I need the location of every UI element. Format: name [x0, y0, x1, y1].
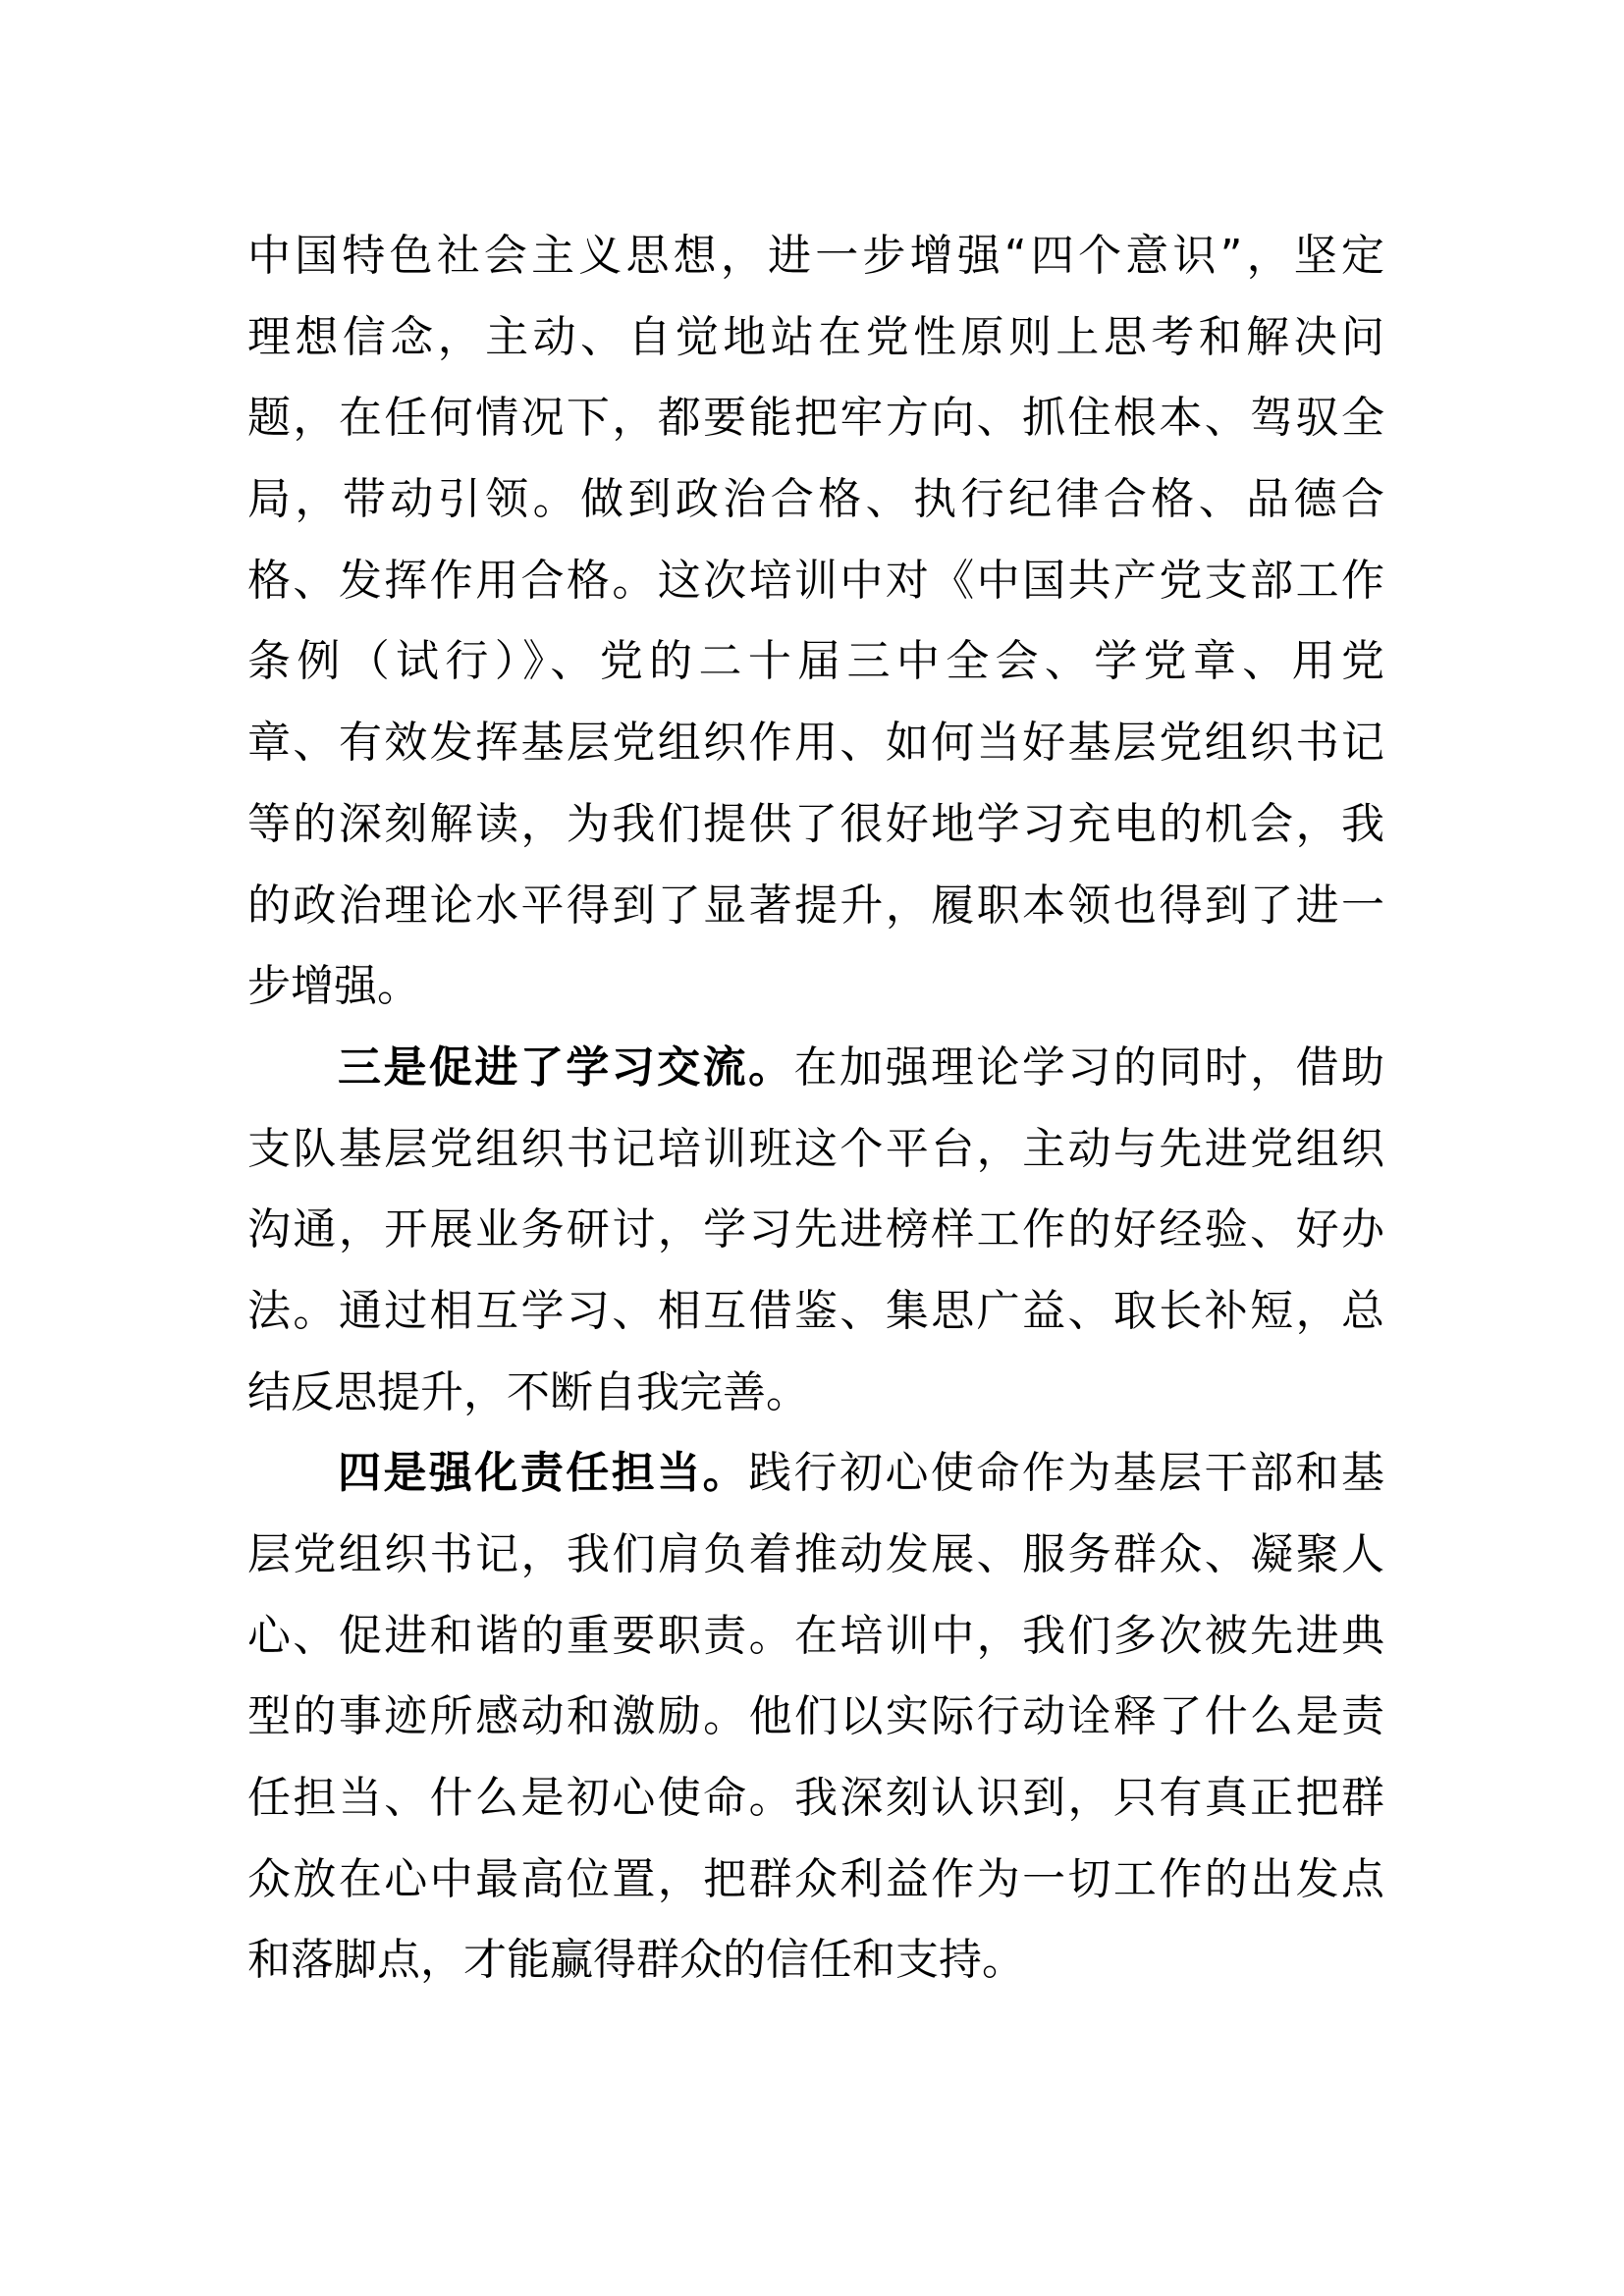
line-text: 型的事迹所感动和激励。他们以实际行动诠释了什么是责 — [247, 1691, 1384, 1742]
text-line — [247, 1353, 1384, 1434]
text-line — [247, 1596, 1384, 1678]
text-line — [247, 378, 1384, 459]
text-line — [247, 1028, 1384, 1109]
line-text: 层党组织书记，我们肩负着推动发展、服务群众、凝聚人 — [247, 1529, 1384, 1579]
line-text: 格、发挥作用合格。这次培训中对《中国共产党支部工作 — [247, 555, 1384, 606]
line-text: 心、促进和谐的重要职责。在培训中，我们多次被先进典 — [247, 1610, 1384, 1661]
text-line — [247, 297, 1384, 379]
paragraph-heading: 四是强化责任担当。 — [338, 1448, 749, 1499]
text-line — [247, 216, 1384, 297]
text-line — [247, 1190, 1384, 1271]
text-line — [247, 784, 1384, 866]
text-line — [247, 946, 1384, 1028]
paragraph-heading: 三是促进了学习交流。 — [338, 1041, 794, 1093]
paragraph — [247, 216, 1384, 1028]
line-text: 任担当、什么是初心使命。我深刻认识到，只有真正把群 — [247, 1773, 1384, 1824]
line-text: 章、有效发挥基层党组织作用、如何当好基层党组织书记 — [247, 718, 1384, 769]
line-text: 题，在任何情况下，都要能把牢方向、抓住根本、驾驭全 — [247, 393, 1384, 444]
paragraph — [247, 1433, 1384, 2002]
text-line — [247, 541, 1384, 622]
line-text: 结反思提升，不断自我完善。 — [247, 1366, 809, 1417]
text-line — [247, 1920, 1384, 2002]
line-text: 支队基层党组织书记培训班这个平台，主动与先进党组织 — [247, 1123, 1384, 1174]
line-text: 法。通过相互学习、相互借鉴、集思广益、取长补短，总 — [247, 1285, 1384, 1336]
text-line — [247, 1758, 1384, 1840]
text-line — [247, 866, 1384, 947]
text-line — [247, 1271, 1384, 1353]
text-line — [247, 703, 1384, 784]
line-text: 理想信念，主动、自觉地站在党性原则上思考和解决问 — [247, 311, 1384, 362]
line-text: 沟通，开展业务研讨，学习先进榜样工作的好经验、好办 — [247, 1204, 1384, 1255]
text-line — [247, 1840, 1384, 1921]
text-line — [247, 1515, 1384, 1596]
line-text: 条例（试行）》、党的二十届三中全会、学党章、用党 — [247, 636, 1384, 687]
text-line — [247, 1109, 1384, 1191]
text-line — [247, 459, 1384, 541]
paragraph — [247, 1028, 1384, 1433]
line-text: 众放在心中最高位置，把群众利益作为一切工作的出发点 — [247, 1853, 1384, 1904]
text-line — [247, 621, 1384, 703]
line-text: 和落脚点，才能赢得群众的信任和支持。 — [247, 1935, 1025, 1986]
line-text: 践行初心使命作为基层干部和基 — [748, 1448, 1385, 1499]
line-text: 步增强。 — [247, 961, 420, 1012]
line-text: 等的深刻解读，为我们提供了很好地学习充电的机会，我 — [247, 798, 1384, 849]
text-line — [247, 1677, 1384, 1758]
line-text: 中国特色社会主义思想，进一步增强“四个意识”，坚定 — [247, 231, 1384, 281]
text-line — [247, 1433, 1384, 1515]
line-text: 的政治理论水平得到了显著提升，履职本领也得到了进一 — [247, 880, 1384, 931]
document-page — [247, 216, 1384, 2002]
line-text: 在加强理论学习的同时，借助 — [793, 1041, 1385, 1093]
line-text: 局，带动引领。做到政治合格、执行纪律合格、品德合 — [247, 474, 1384, 525]
